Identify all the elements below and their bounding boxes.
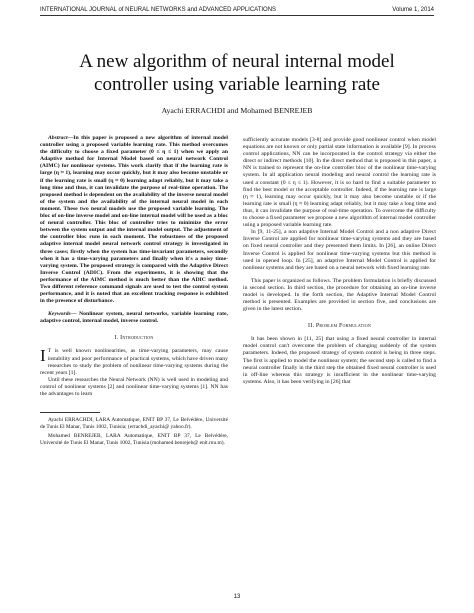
keywords-text: — Nonlinear system, neural networks, variable learning rate, adaptive control, internal model, inverse control.	[40, 311, 228, 325]
keywords	[40, 311, 228, 325]
journal-name: INTERNATIONAL JOURNAL of NEURAL NETWORKS and ADVANCED APPLICATIONS	[40, 7, 277, 13]
footnote-2: Mohamed BENREJEB, LARA Automatique, ENIT BP 37, Le Belvédère, Université de Tunis El Manar, Tunis 1002, Tunisia (mohamed.benrejeb@ enit.rnu.tn).	[40, 433, 228, 446]
problem-heading: II. Problem Formulation	[308, 323, 371, 330]
drop-cap: I	[40, 346, 46, 366]
paper-title: A new algorithm of neural internal model controller using variable learning rate	[79, 51, 395, 95]
intro-paragraph-1-text: T is well known nonlinearities, as time-varying parameters, may cause instability and poor performance of practical systems, which have driven many researches to study the problem of nonlinear time-varying systems during the recent years [1].	[40, 348, 228, 376]
volume-label: Volume 1, 2014	[392, 7, 434, 13]
running-header	[40, 6, 434, 16]
footnote-rule	[40, 412, 100, 413]
keywords-label: Keywords	[48, 311, 71, 318]
page-number: 13	[233, 594, 241, 600]
right-paragraph-2: In [9, 11-25], a non adaptive Internal Model Control and a non adaptive Direct Inverse Control are applied for nonlinear time-varying systems and they are based on fixed neural controller and they presented them limits. In [26], an online Direct Inverse Control is applied for nonlinear time-varying systems but this method is used in opened loop. In [25], an adaptive Internal Model Control is applied for nonlinear systems and they are based on a neural network with fixed learning rate.	[243, 229, 436, 271]
abstract-text: —In this paper is proposed a new algorithm of internal model controller using a proposed variable learning rate. This method overcomes the difficulty to choose a fixed parameter (0 ≤ η ≤ 1) when we apply an Adaptive method for Internal Model based on neural network Control (AIMC) for nonlinear systems. This work clarify that if the learning rate is large (η ≈ 1), learning may occur quickly, but it may also become unstable or if the learning rate is small (η ≈ 0) learning adapt reliably, but it may take a long time and thus, it can invalidate the purpose of real-time operation. The proposed method is dependent on the availability of the inverse neural model of the system and the availability of the internal neural model in each moment. These two neural models use the proposed variable learning. The bloc of on-line inverse model and on-line internal model will be used as a bloc of neural controller. This bloc of controller tries to minimize the error between the system output and the internal model output. The adjustment of the controller bloc runs in each moment. The robustness of the proposed adaptive internal model neural network control strategy is investigated in three cases; firstly when the system has time-invariant parameters, secondly when it has a time-varying parameters and finally when it's a noisy time-varying system. The proposed strategy is compared with the Adaptive Direct Inverse Control (ADIC). From the experiments, it is showing that the performance of the AIMC method is much better than the ADIC method. Two different reference command signals are used to test the control system performance, and it is noted that an excellent tracking response is exhibited in the presence of disturbance.	[40, 135, 228, 305]
right-paragraph-3: This paper is organized as follows. The problem formulation is briefly discussed in second section. In third section, the procedure for obtaining an on-line inverse model is developed. In the forth section, the Adaptive Internal Model Control method is presented. Examples are provided in section five, and conclusions are given in the latest section.	[243, 277, 436, 313]
footnote-1: Ayachi ERRACHDI, LARA Automatique, ENIT BP 37, Le Belvédère, Université de Tunis El Manar, Tunis 1002, Tunisia; (errachdi_ayachi@ yahoo.fr).	[40, 417, 228, 430]
right-column	[243, 137, 436, 386]
header-rule	[40, 15, 434, 16]
intro-paragraph-2: Until these researches the Neural Network (NN) is well used in modeling and control of nonlinear systems [2] and nonlinear time-varying systems [1]. NN has the advantages to learn	[40, 376, 228, 397]
intro-heading: I. Introduction	[114, 335, 154, 342]
right-paragraph-1: sufficiently accurate models [3-8] and provide good nonlinear control when model equations are not known or only partial state information is available [9]. In process control applications, NN can be incorporated in the control strategy via either the direct or indirect methods [10]. In the direct method that is proposed in this paper, a NN is trained to represent the on-line controller bloc of the nonlinear time-varying system. In all application neural modeling and neural control the learning rate is used a constant (0 ≤ η ≤ 1). However, it is so hard to find a suitable parameter to find the best model or the acceptable controller. Indeed, if the learning rate is large (η ≈ 1), learning may occur quickly, but it may also become unstable or if the learning rate is small (η ≈ 0) learning adapt reliably, but it may take a long time and thus, it can invalidate the purpose of real-time operation. To overcome the difficulty to choose a fixed parameter we propose a new algorithm of internal model controller using a proposed variable learning rate.	[243, 137, 436, 229]
right-paragraph-4: It has been shown in [11, 25] that using a fixed neural controller in internal model control can't overcome the problem of changing suddenly of the system parameters. Indeed, the proposed strategy of system control is being in three steps. The first is applied to model the nonlinear system; the second step is called to find a neural controller finally in the third step the obtained fixed neural controller is used in off-line whereas this strategy is insufficient in the nonlinear time-varying systems. Also, it has been verifying in [26] that	[243, 336, 436, 385]
paper-authors: Ayachi ERRACHDI and Mohamed BENREJEB	[161, 106, 313, 115]
footnotes	[40, 412, 228, 446]
abstract-label: Abstract	[48, 135, 68, 141]
left-column	[40, 135, 228, 449]
intro-paragraph-1	[40, 348, 228, 376]
abstract	[40, 135, 228, 305]
